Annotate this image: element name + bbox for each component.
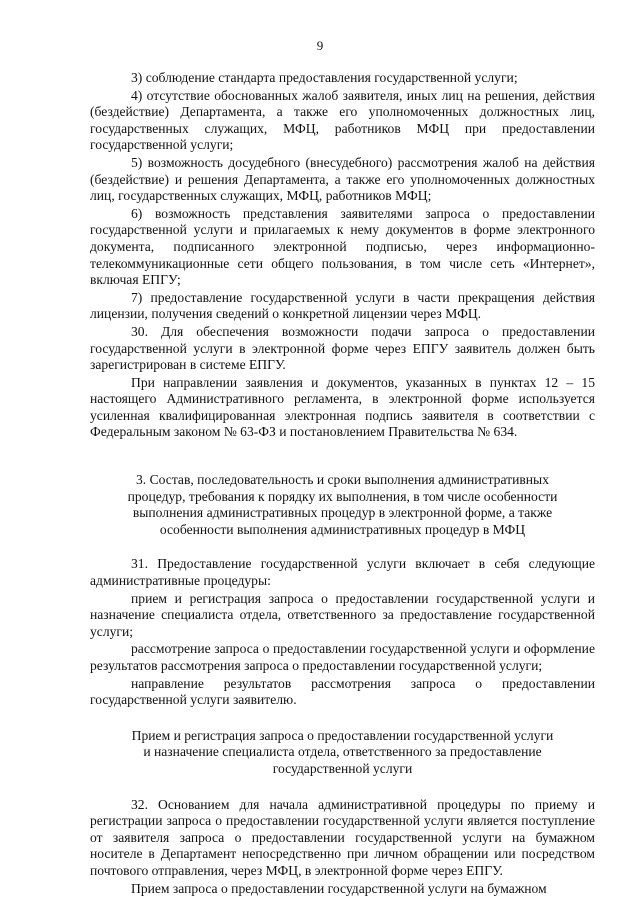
procedure-reception: прием и регистрация запроса о предоставлении государственной услуги и назначение специалиста отдела, ответственного за предоставление государственной услуги; xyxy=(90,590,595,639)
paragraph-32-continued: Прием запроса о предоставлении государственной услуги на бумажном xyxy=(131,880,547,896)
page-body xyxy=(90,70,595,897)
section-heading-line: процедур, требования к порядку их выполнения, в том числе особенности xyxy=(127,488,558,504)
section-heading-line: особенности выполнения административных процедур в МФЦ xyxy=(159,521,526,537)
subsection-heading-line: и назначение специалиста отдела, ответственного за предоставление xyxy=(143,744,542,760)
subsection-heading-line: государственной услуги xyxy=(272,760,413,776)
paragraph-30: 30. Для обеспечения возможности подачи запроса о предоставлении государственной услуги в электронной форме через ЕПГУ заявитель должен быть зарегистрирован в системе ЕПГУ. xyxy=(90,323,595,373)
section-heading-line: выполнения административных процедур в электронной форме, а также xyxy=(132,505,553,521)
paragraph-item-5: 5) возможность досудебного (внесудебного) рассмотрения жалоб на действия (бездействие) и решения Департамента, а также его уполномоченных должностных лиц, государственных служащих, МФЦ, работников МФЦ; xyxy=(90,154,595,204)
procedure-sending: направление результатов рассмотрения запроса о предоставлении государственной услуги заявителю. xyxy=(90,675,595,708)
paragraph-30-signature: При направлении заявления и документов, указанных в пунктах 12 – 15 настоящего Административного регламента, в электронной форме используется усиленная квалифицированная электронная подпись заявителя в соответствии с Федеральным законом № 63-ФЗ и постановлением Правительства № 634. xyxy=(90,374,595,440)
page-number: 9 xyxy=(316,38,324,53)
subsection-heading-line: Прием и регистрация запроса о предоставлении государственной услуги xyxy=(131,727,554,743)
paragraph-item-4: 4) отсутствие обоснованных жалоб заявителя, иных лиц на решения, действия (бездействие) Департамента, а также его уполномоченных должностных лиц, государственных служащих, МФЦ, работников МФЦ при предоставлении государственной услуги; xyxy=(90,87,595,153)
paragraph-31: 31. Предоставление государственной услуги включает в себя следующие административные процедуры: xyxy=(90,556,595,589)
paragraph-item-3: 3) соблюдение стандарта предоставления государственной услуги; xyxy=(131,70,518,85)
paragraph-item-7: 7) предоставление государственной услуги в части прекращения действия лицензии, получения сведений о конкретной лицензии через МФЦ. xyxy=(90,289,595,322)
section-heading xyxy=(90,472,595,538)
paragraph-item-6: 6) возможность представления заявителями запроса о предоставлении государственной услуги и прилагаемых к нему документов в форме электронного документа, подписанного электронной подписью, через информационно-телекоммуникационные сети общего пользования, в том числе сеть «Интернет», включая ЕПГУ; xyxy=(90,205,595,288)
section-heading-line: 3. Состав, последовательность и сроки выполнения административных xyxy=(136,472,549,488)
subsection-heading xyxy=(90,728,595,778)
procedure-review: рассмотрение запроса о предоставлении государственной услуги и оформление результатов рассмотрения запроса о предоставлении государственной услуги; xyxy=(90,641,595,673)
paragraph-32: 32. Основанием для начала административной процедуры по приему и регистрации запроса о предоставлении государственной услуги является поступление от заявителя запроса о предоставлении государственной услуги на бумажном носителе в Департамент непосредственно при личном обращении или посредством почтового отправления, через МФЦ, в электронной форме через ЕПГУ. xyxy=(90,796,595,878)
